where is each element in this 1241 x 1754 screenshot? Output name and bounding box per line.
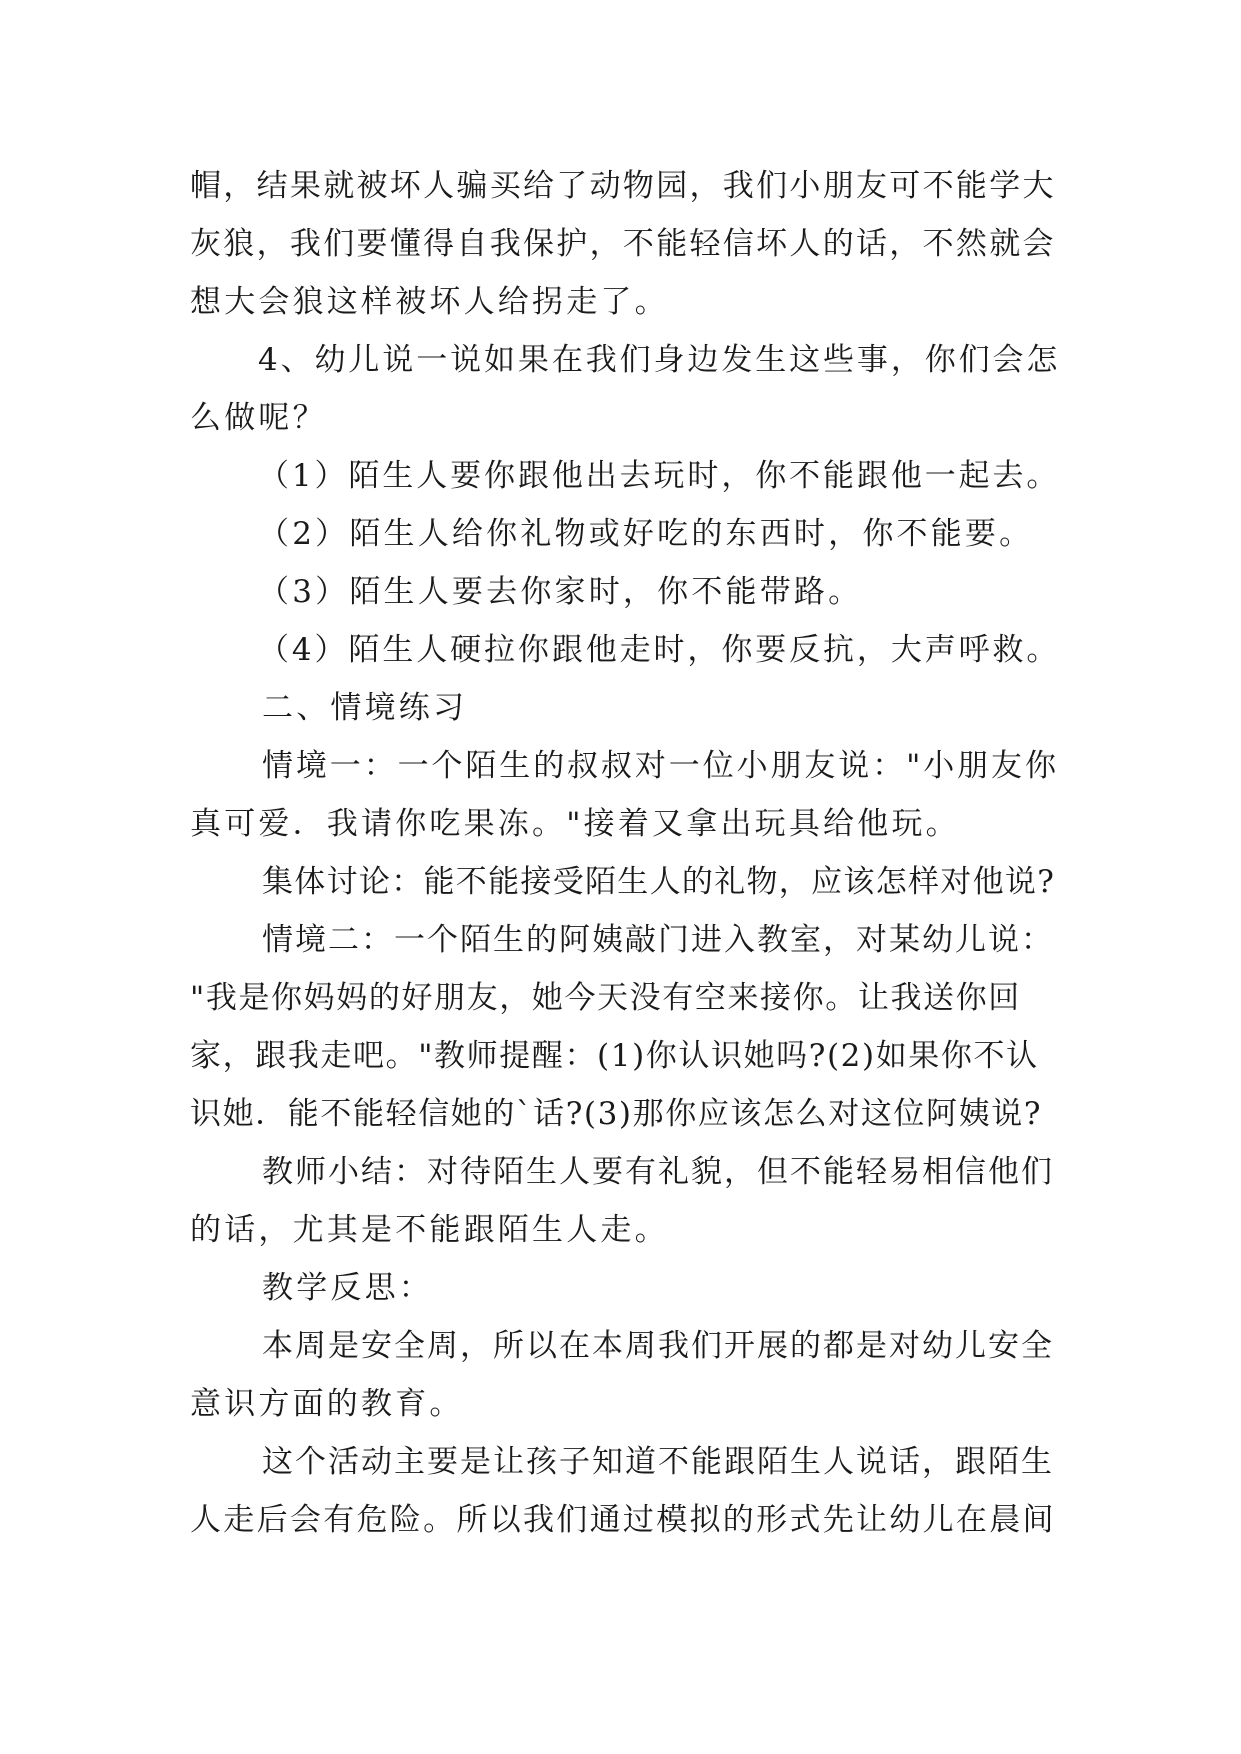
section-heading: 二、情境练习	[262, 690, 468, 726]
text-line: （2）陌生人给你礼物或好吃的东西时，你不能要。	[258, 516, 1034, 552]
text-line: 本周是安全周，所以在本周我们开展的都是对幼儿安全	[262, 1328, 1054, 1364]
text-line: 帽，结果就被坏人骗买给了动物园，我们小朋友可不能学大	[190, 168, 1056, 204]
text-line: 集体讨论：能不能接受陌生人的礼物，应该怎样对他说?	[262, 864, 1056, 900]
text-line: 的话，尤其是不能跟陌生人走。	[190, 1212, 669, 1248]
text-line: （1）陌生人要你跟他出去玩时，你不能跟他一起去。	[258, 458, 1061, 494]
text-line: 教师小结：对待陌生人要有礼貌，但不能轻易相信他们	[262, 1154, 1054, 1190]
text-line: 灰狼，我们要懂得自我保护，不能轻信坏人的话，不然就会	[190, 226, 1056, 262]
text-line: 情境一：一个陌生的叔叔对一位小朋友说："小朋友你	[262, 748, 1059, 784]
text-line: 人走后会有危险。所以我们通过模拟的形式先让幼儿在晨间	[190, 1502, 1056, 1538]
text-line: 4、幼儿说一说如果在我们身边发生这些事，你们会怎	[258, 342, 1061, 378]
section-heading: 教学反思：	[262, 1270, 433, 1306]
text-line: "我是你妈妈的好朋友，她今天没有空来接你。让我送你回	[190, 980, 1021, 1016]
text-line: （3）陌生人要去你家时，你不能带路。	[258, 574, 863, 610]
text-line: 想大会狼这样被坏人给拐走了。	[190, 284, 669, 320]
text-line: 情境二：一个陌生的阿姨敲门进入教室，对某幼儿说：	[262, 922, 1054, 958]
text-line: 家，跟我走吧。"教师提醒：(1)你认识她吗?(2)如果你不认	[190, 1038, 1039, 1074]
text-line: 真可爱．我请你吃果冻。"接着又拿出玩具给他玩。	[190, 806, 960, 842]
text-line: 意识方面的教育。	[190, 1386, 464, 1422]
text-line: 么做呢？	[190, 400, 327, 436]
text-line: （4）陌生人硬拉你跟他走时，你要反抗，大声呼救。	[258, 632, 1061, 668]
text-line: 这个活动主要是让孩子知道不能跟陌生人说话，跟陌生	[262, 1444, 1054, 1480]
text-line: 识她．能不能轻信她的`话?(3)那你应该怎么对这位阿姨说?	[190, 1096, 1043, 1132]
